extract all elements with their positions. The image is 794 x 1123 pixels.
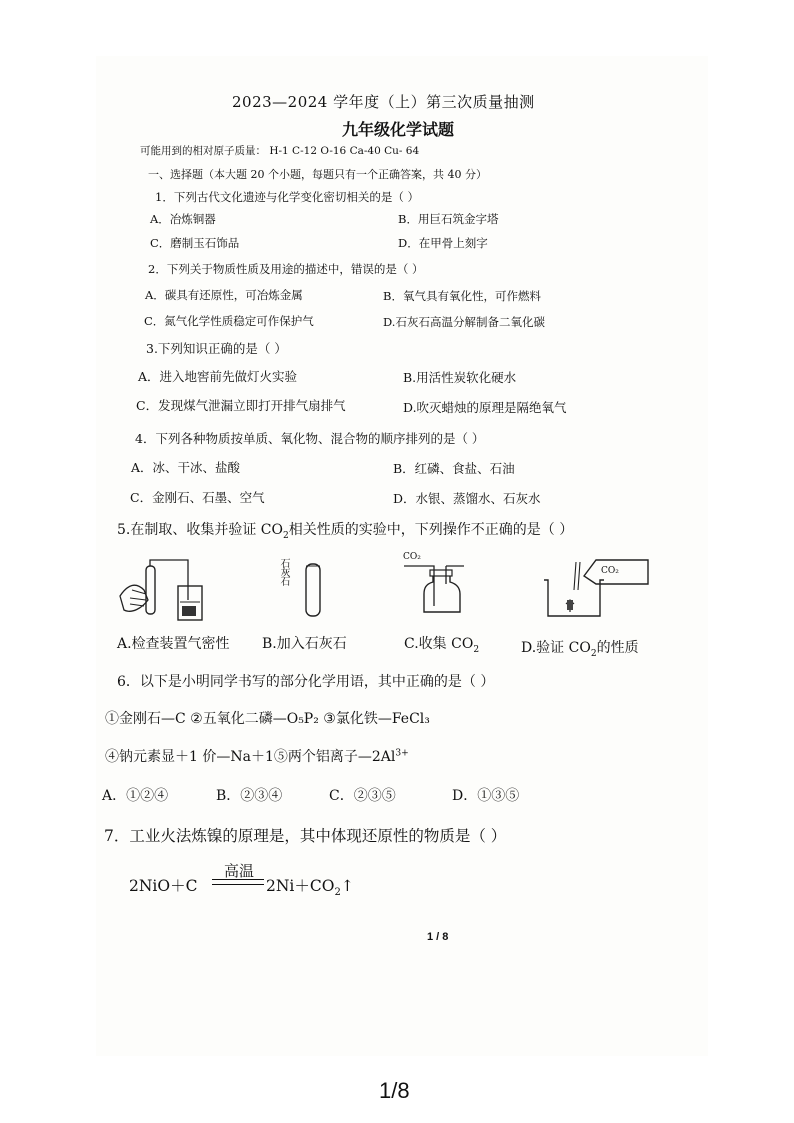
q3-stem: 3.下列知识正确的是（ ） xyxy=(146,341,287,356)
equation-right: $2Ni+CO_2↑$ xyxy=(266,877,354,899)
q6-option-a: A．①②④ xyxy=(102,788,169,804)
q5-stem: 5.在制取、收集并验证 $CO_2$相关性质的实验中，下列操作不正确的是（ ） xyxy=(117,522,574,541)
q1-option-a: A．冶炼铜器 xyxy=(150,212,216,226)
q1-option-d: D．在甲骨上刻字 xyxy=(398,236,488,250)
q4-option-c: C．金刚石、石墨、空气 xyxy=(130,490,265,505)
atomic-masses: 可能用到的相对原子质量： H-1 C-12 O-16 Ca-40 Cu- 64 xyxy=(140,145,420,157)
q5-option-a: A.检查装置气密性 xyxy=(117,636,230,652)
q4-stem: 4．下列各种物质按单质、氧化物、混合物的顺序排列的是（ ） xyxy=(135,431,485,446)
q5-option-d: D.验证 $CO_2$的性质 xyxy=(521,640,639,659)
page-number-inner: 1 / 8 xyxy=(427,931,449,943)
co2-tube-label: CO₂ xyxy=(403,552,421,562)
q4-option-d: D．水银、蒸馏水、石灰水 xyxy=(393,491,541,506)
q3-option-a: A．进入地窖前先做灯火实验 xyxy=(138,369,298,384)
apparatus-collect-co2-figure xyxy=(402,560,472,616)
equation-equals-sign xyxy=(212,879,264,885)
q4-option-a: A．冰、干冰、盐酸 xyxy=(131,460,241,475)
q6-option-d: D．①③⑤ xyxy=(452,788,520,804)
q1-option-b: B．用巨石筑金字塔 xyxy=(398,212,499,226)
q2-stem: 2．下列关于物质性质及用途的描述中，错误的是（ ） xyxy=(148,262,424,276)
q1-stem: 1．下列古代文化遗迹与化学变化密切相关的是（ ） xyxy=(155,190,419,204)
co2-bottle-label: CO₂ xyxy=(601,566,619,576)
q1-option-c: C．磨制玉石饰品 xyxy=(150,236,240,250)
q3-option-d: D.吹灭蜡烛的原理是隔绝氧气 xyxy=(403,400,567,415)
q6-option-b: B．②③④ xyxy=(216,788,283,804)
page-number: 1/8 xyxy=(379,1078,410,1103)
apparatus-verify-co2-figure xyxy=(540,556,660,620)
q3-option-c: C．发现煤气泄漏立即打开排气扇排气 xyxy=(136,398,346,413)
limestone-figure-label: 石灰石 xyxy=(278,558,289,585)
q2-option-d: D.石灰石高温分解制备二氧化碳 xyxy=(383,315,545,329)
q6-line2: ④钠元素显＋1 价—Na＋1⑤两个铝离子$—2Al^{3+}$ xyxy=(105,748,409,765)
exam-subtitle: 九年级化学试题 xyxy=(342,120,455,139)
q5-option-b: B.加入石灰石 xyxy=(262,636,347,652)
equation-left: 2NiO＋C xyxy=(129,877,198,895)
q6-option-c: C．②③⑤ xyxy=(329,788,396,804)
q7-stem: 7．工业火法炼镍的原理是，其中体现还原性的物质是（ ） xyxy=(104,827,507,845)
q2-option-a: A．碳具有还原性，可冶炼金属 xyxy=(145,288,303,302)
reaction-condition: 高温 xyxy=(223,862,254,880)
q4-option-b: B．红磷、食盐、石油 xyxy=(393,461,515,476)
q6-stem: 6．以下是小明同学书写的部分化学用语，其中正确的是（ ） xyxy=(117,674,495,690)
exam-title: 2023—2024 学年度（上）第三次质量抽测 xyxy=(232,93,535,111)
q6-line1: ①金刚石—C ②五氧化二磷—O₅P₂ ③氯化铁—FeCl₃ xyxy=(105,711,430,727)
q3-option-b: B.用活性炭软化硬水 xyxy=(403,370,517,385)
q5-option-c: C.收集 $CO_2$ xyxy=(404,636,480,655)
q2-option-b: B．氧气具有氧化性，可作燃料 xyxy=(383,289,541,303)
apparatus-airtightness-figure xyxy=(118,556,208,626)
q2-option-c: C．氮气化学性质稳定可作保护气 xyxy=(144,314,314,328)
section-heading: 一、选择题（本大题 20 个小题，每题只有一个正确答案，共 40 分） xyxy=(148,168,487,181)
